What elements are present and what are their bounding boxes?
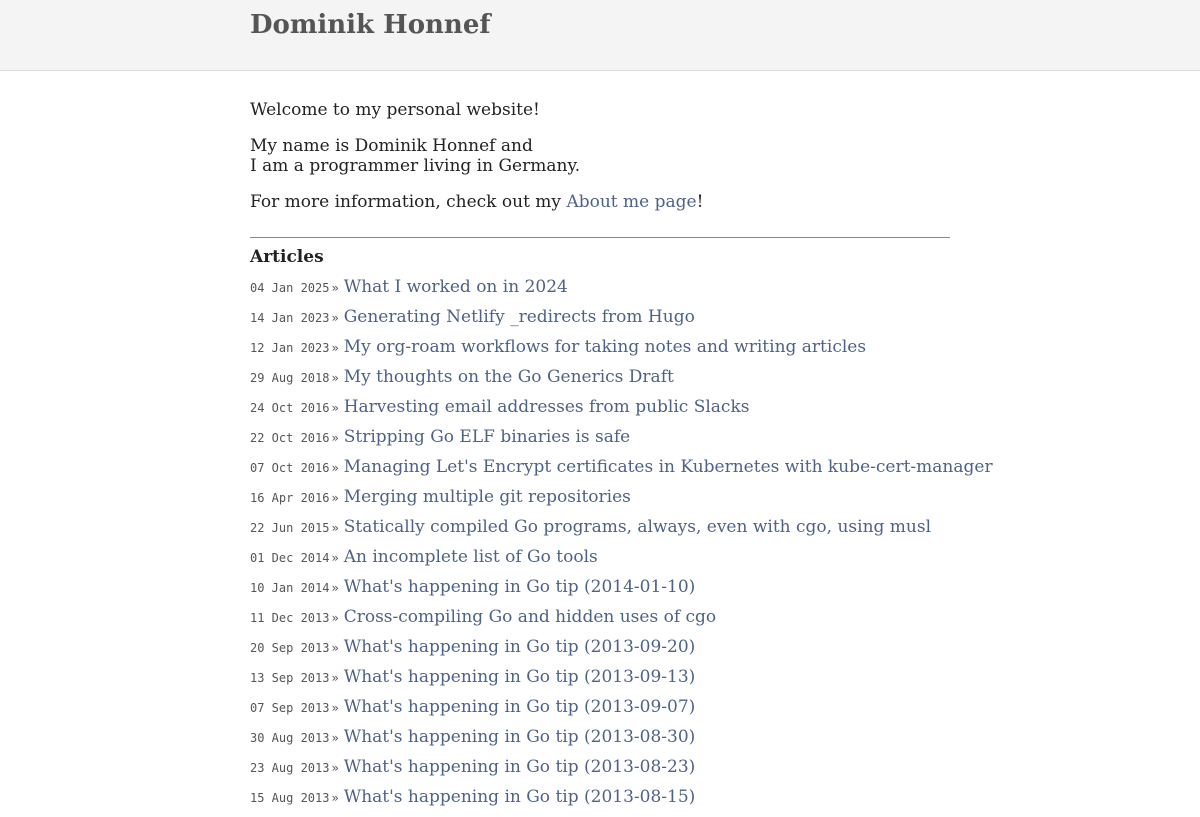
article-item (250, 607, 950, 637)
article-separator: » (331, 581, 339, 595)
section-divider (250, 237, 950, 238)
article-link[interactable]: My thoughts on the Go Generics Draft (343, 367, 674, 387)
article-separator: » (331, 551, 339, 565)
article-link[interactable]: What's happening in Go tip (2013-09-07) (343, 697, 696, 717)
article-link[interactable]: What's happening in Go tip (2013-09-13) (343, 667, 696, 687)
bio-line-2: I am a programmer living in Germany. (250, 156, 581, 176)
site-title[interactable]: Dominik Honnef (250, 10, 491, 40)
article-link[interactable]: Merging multiple git repositories (343, 487, 631, 507)
article-item (250, 727, 950, 757)
article-separator: » (331, 641, 339, 655)
article-separator: » (331, 461, 339, 475)
welcome-text: Welcome to my personal website! (250, 100, 540, 120)
articles-heading: Articles (250, 247, 324, 267)
article-item (250, 337, 950, 367)
more-info-text (250, 192, 950, 212)
bio-text (250, 136, 950, 176)
about-me-link[interactable]: About me page (566, 192, 697, 212)
article-date: 07 Oct 2016 (250, 461, 330, 475)
article-item (250, 667, 950, 697)
article-separator: » (331, 281, 339, 295)
article-item (250, 637, 950, 667)
site-header (0, 0, 1200, 71)
article-link[interactable]: Harvesting email addresses from public Slacks (343, 397, 750, 417)
article-link[interactable]: What's happening in Go tip (2014-01-10) (343, 577, 696, 597)
article-link[interactable]: Managing Let's Encrypt certificates in Kubernetes with kube-cert-manager (343, 457, 993, 477)
article-item (250, 427, 950, 457)
article-separator: » (331, 401, 339, 415)
article-item (250, 367, 950, 397)
article-date: 04 Jan 2025 (250, 281, 330, 295)
article-separator: » (331, 791, 339, 805)
article-date: 22 Oct 2016 (250, 431, 330, 445)
article-separator: » (331, 611, 339, 625)
article-date: 20 Sep 2013 (250, 641, 330, 655)
article-item (250, 547, 950, 577)
article-list (250, 277, 993, 817)
article-separator: » (331, 731, 339, 745)
article-separator: » (331, 431, 339, 445)
article-date: 15 Aug 2013 (250, 791, 330, 805)
article-item (250, 307, 950, 337)
article-date: 12 Jan 2023 (250, 341, 330, 355)
article-separator: » (331, 341, 339, 355)
article-link[interactable]: What's happening in Go tip (2013-08-23) (343, 757, 696, 777)
article-date: 16 Apr 2016 (250, 491, 330, 505)
article-link[interactable]: An incomplete list of Go tools (343, 547, 598, 567)
article-link[interactable]: Cross-compiling Go and hidden uses of cgo (343, 607, 717, 627)
article-date: 14 Jan 2023 (250, 311, 330, 325)
more-info-prefix: For more information, check out my (250, 192, 567, 212)
article-date: 10 Jan 2014 (250, 581, 330, 595)
article-item (250, 577, 950, 607)
article-date: 13 Sep 2013 (250, 671, 330, 685)
article-link[interactable]: What's happening in Go tip (2013-08-15) (343, 787, 696, 807)
article-separator: » (331, 701, 339, 715)
article-separator: » (331, 491, 339, 505)
article-date: 30 Aug 2013 (250, 731, 330, 745)
article-link[interactable]: Stripping Go ELF binaries is safe (343, 427, 631, 447)
article-separator: » (331, 311, 339, 325)
article-date: 11 Dec 2013 (250, 611, 330, 625)
article-item (250, 457, 993, 487)
article-date: 01 Dec 2014 (250, 551, 330, 565)
article-separator: » (331, 671, 339, 685)
article-separator: » (331, 761, 339, 775)
article-separator: » (331, 521, 339, 535)
intro-section (250, 100, 950, 212)
article-link[interactable]: Generating Netlify _redirects from Hugo (343, 307, 695, 327)
article-date: 22 Jun 2015 (250, 521, 330, 535)
article-separator: » (331, 371, 339, 385)
article-date: 29 Aug 2018 (250, 371, 330, 385)
article-item (250, 757, 950, 787)
main-content (250, 71, 993, 817)
article-link[interactable]: What's happening in Go tip (2013-09-20) (343, 637, 696, 657)
article-date: 07 Sep 2013 (250, 701, 330, 715)
article-item (250, 397, 950, 427)
article-item (250, 787, 950, 817)
article-link[interactable]: Statically compiled Go programs, always, even with cgo, using musl (343, 517, 932, 537)
article-item (250, 487, 950, 517)
article-item (250, 517, 950, 547)
bio-line-1: My name is Dominik Honnef and (250, 136, 533, 156)
article-item (250, 697, 950, 727)
more-info-suffix: ! (696, 192, 704, 212)
article-date: 24 Oct 2016 (250, 401, 330, 415)
article-link[interactable]: What's happening in Go tip (2013-08-30) (343, 727, 696, 747)
article-link[interactable]: What I worked on in 2024 (343, 277, 568, 297)
article-item (250, 277, 950, 307)
article-link[interactable]: My org-roam workflows for taking notes and writing articles (343, 337, 867, 357)
article-date: 23 Aug 2013 (250, 761, 330, 775)
